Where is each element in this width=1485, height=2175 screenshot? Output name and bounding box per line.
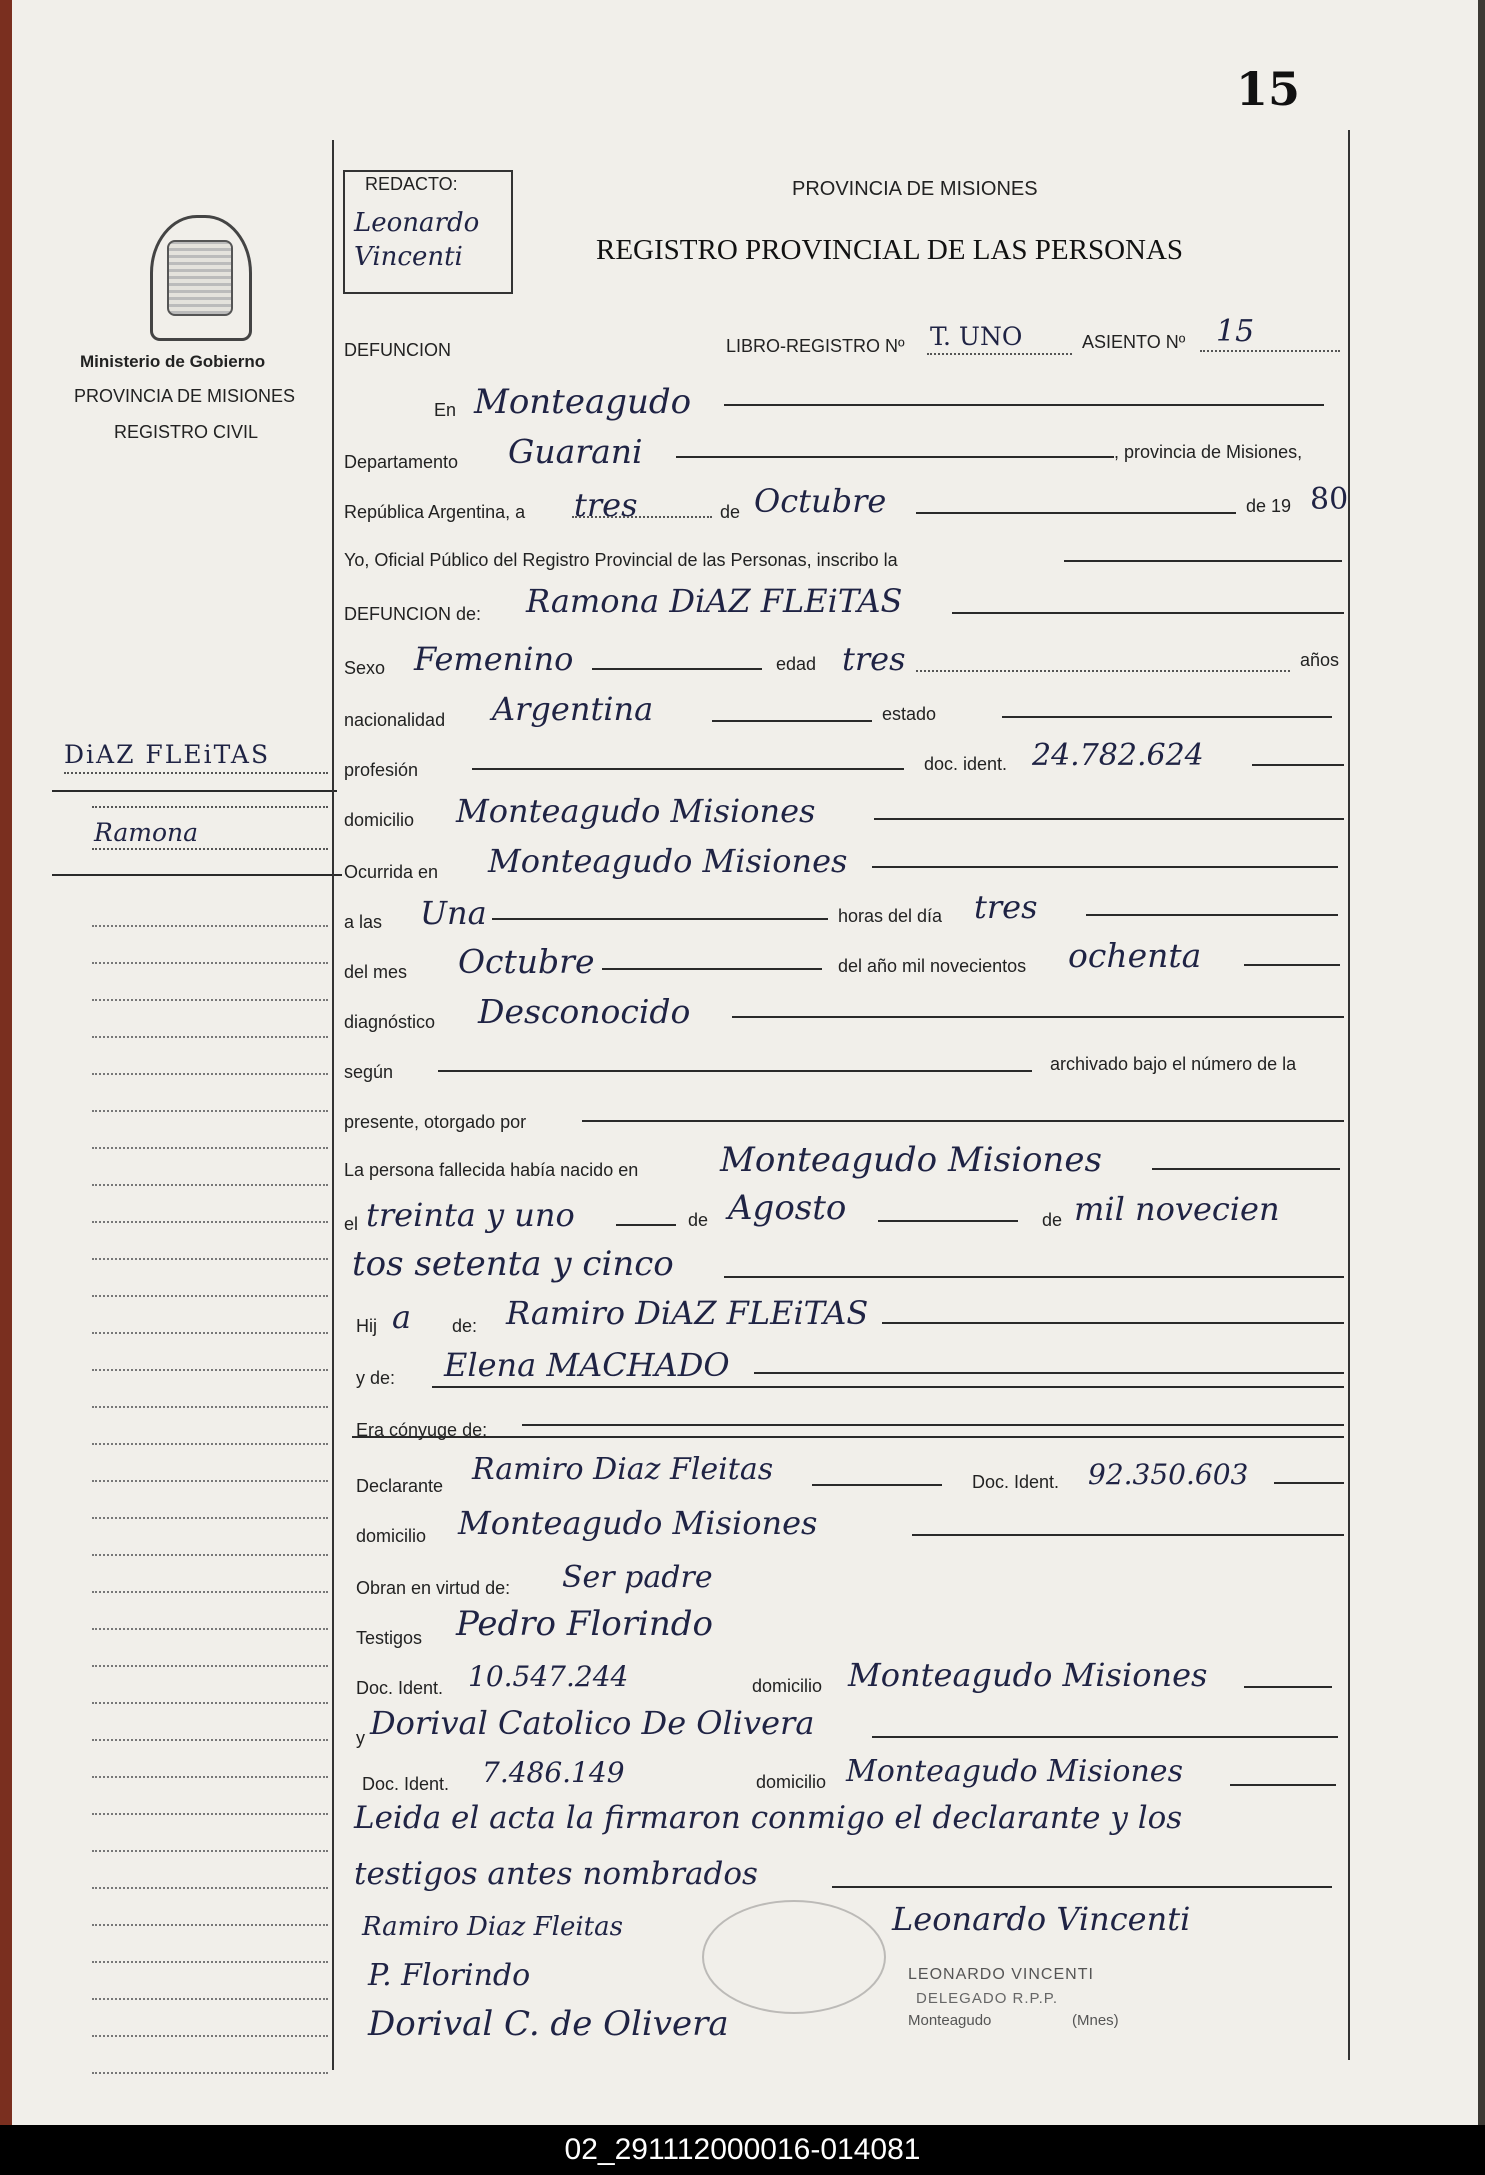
stamp-line-4: (Mnes): [1072, 2012, 1119, 2029]
nac-anio-1: mil novecien: [1074, 1190, 1280, 1228]
mes-value: Octubre: [754, 482, 887, 520]
header-province: PROVINCIA DE MISIONES: [792, 178, 1038, 200]
redacto-signature: Leonardo Vincenti: [354, 208, 480, 272]
conyuge-label: Era cónyuge de:: [356, 1420, 488, 1440]
libro-label: LIBRO-REGISTRO Nº: [726, 336, 905, 356]
delmes-label: del mes: [344, 962, 408, 982]
decl-dom-label: domicilio: [356, 1526, 427, 1546]
decl-doc-value: 92.350.603: [1088, 1458, 1249, 1491]
departamento-value: Guarani: [508, 432, 643, 471]
nac-dia-value: treinta y uno: [366, 1196, 575, 1234]
t1-doc-label: Doc. Ident.: [356, 1678, 444, 1698]
act-type: DEFUNCION: [344, 340, 451, 360]
nac-anio-2: tos setenta y cinco: [352, 1244, 674, 1284]
republica-label: República Argentina, a: [344, 502, 526, 522]
sidebar-registry: REGISTRO CIVIL: [114, 422, 259, 442]
nacionalidad-label: nacionalidad: [344, 710, 446, 730]
nacionalidad-value: Argentina: [492, 690, 654, 728]
diagnostico-value: Desconocido: [478, 992, 691, 1031]
register-page: [12, 0, 1478, 2125]
decl-doc-label: Doc. Ident.: [972, 1472, 1060, 1492]
nacido-label: La persona fallecida había nacido en: [344, 1160, 639, 1180]
domicilio-value: Monteagudo Misiones: [456, 792, 816, 830]
t1-dom-value: Monteagudo Misiones: [848, 1656, 1208, 1694]
edad-label: edad: [776, 654, 817, 674]
sidebar-surname: DiAZ FLEiTAS: [64, 740, 271, 769]
anio-mil-label: del año mil novecientos: [838, 956, 1027, 976]
signature-declarante: Ramiro Diaz Fleitas: [362, 1912, 623, 1942]
header-title: REGISTRO PROVINCIAL DE LAS PERSONAS: [596, 234, 1184, 266]
t1-doc-value: 10.547.244: [468, 1660, 629, 1693]
doc-value: 24.782.624: [1032, 738, 1204, 773]
provincia-suffix: , provincia de Misiones,: [1114, 442, 1303, 462]
declarante-label: Declarante: [356, 1476, 444, 1496]
stamp-line-3: Monteagudo: [908, 2012, 992, 2029]
testigos-label: Testigos: [356, 1628, 423, 1648]
de-label: de: [720, 502, 741, 522]
doc-label: doc. ident.: [924, 754, 1008, 774]
sexo-value: Femenino: [414, 640, 574, 678]
yde-label: y de:: [356, 1368, 396, 1388]
oficial-text: Yo, Oficial Público del Registro Provincial de las Personas, inscribo la: [344, 550, 898, 570]
diagnostico-label: diagnóstico: [344, 1012, 436, 1032]
en-value: Monteagudo: [474, 382, 692, 422]
horas-label: horas del día: [838, 906, 943, 926]
hij-suffix: a: [392, 1298, 412, 1336]
stamp-line-2: DELEGADO R.P.P.: [916, 1990, 1059, 2007]
nac-de2-label: de: [1042, 1210, 1063, 1230]
domicilio-label: domicilio: [344, 810, 415, 830]
hij-de-label: de:: [452, 1316, 478, 1336]
ocurrida-value: Monteagudo Misiones: [488, 842, 848, 880]
t2-dom-value: Monteagudo Misiones: [846, 1754, 1183, 1789]
page-number: 15: [1236, 62, 1301, 116]
estado-label: estado: [882, 704, 937, 724]
stamp-line-1: LEONARDO VINCENTI: [908, 1966, 1094, 1983]
nac-mes-value: Agosto: [728, 1188, 847, 1228]
sidebar-ministry: Ministerio de Gobierno: [80, 352, 266, 371]
y-label: y: [356, 1728, 365, 1748]
official-stamp-icon: [702, 1900, 886, 2014]
defuncion-value: Ramona DiAZ FLEiTAS: [526, 582, 903, 620]
sexo-label: Sexo: [344, 658, 386, 678]
hij-label: Hij: [356, 1316, 377, 1336]
t2-doc-value: 7.486.149: [482, 1756, 625, 1789]
segun-label: según: [344, 1062, 394, 1082]
t1-dom-label: domicilio: [752, 1676, 823, 1696]
padre-value: Ramiro DiAZ FLEiTAS: [506, 1294, 869, 1332]
t2-doc-label: Doc. Ident.: [362, 1774, 450, 1794]
provincial-seal-icon: [150, 215, 252, 341]
declarante-value: Ramiro Diaz Fleitas: [472, 1452, 774, 1487]
departamento-label: Departamento: [344, 452, 459, 472]
obran-label: Obran en virtud de:: [356, 1578, 511, 1598]
signature-oficial: Leonardo Vincenti: [892, 1900, 1191, 1938]
signature-testigo1: P. Florindo: [368, 1958, 531, 1993]
archivado-label: archivado bajo el número de la: [1050, 1054, 1297, 1074]
alas-label: a las: [344, 912, 383, 932]
nacido-value: Monteagudo Misiones: [720, 1140, 1102, 1180]
horas-dia-value: tres: [974, 888, 1038, 926]
nac-de-label: de: [688, 1210, 709, 1230]
sidebar-given-name: Ramona: [94, 818, 199, 847]
edad-value: tres: [842, 640, 906, 678]
obran-value: Ser padre: [562, 1560, 713, 1595]
en-label: En: [434, 400, 457, 420]
madre-value: Elena MACHADO: [444, 1346, 730, 1384]
anio-mil-value: ochenta: [1068, 936, 1202, 975]
testigo1-value: Pedro Florindo: [456, 1604, 713, 1644]
image-caption: 02_291112000016-014081: [0, 2125, 1485, 2175]
asiento-label: ASIENTO Nº: [1082, 332, 1186, 352]
asiento-value: 15: [1216, 314, 1255, 349]
testigo2-value: Dorival Catolico De Olivera: [370, 1704, 815, 1742]
dia-value: tres: [574, 486, 638, 524]
signature-testigo2: Dorival C. de Olivera: [368, 2004, 729, 2044]
defuncion-label: DEFUNCION de:: [344, 604, 482, 624]
leida-line-1: Leida el acta la firmaron conmigo el declarante y los: [354, 1800, 1183, 1836]
anos-label: años: [1300, 650, 1340, 670]
redacto-label: REDACTO:: [365, 174, 458, 194]
libro-value: T. UNO: [930, 322, 1023, 351]
anio-label: de 19: [1246, 496, 1292, 516]
presente-label: presente, otorgado por: [344, 1112, 527, 1132]
leida-line-2: testigos antes nombrados: [354, 1856, 758, 1892]
profesion-label: profesión: [344, 760, 419, 780]
el-label: el: [344, 1214, 359, 1234]
sidebar-province: PROVINCIA DE MISIONES: [74, 386, 296, 406]
t2-dom-label: domicilio: [756, 1772, 827, 1792]
ocurrida-label: Ocurrida en: [344, 862, 439, 882]
anio-value: 80: [1310, 482, 1349, 517]
decl-dom-value: Monteagudo Misiones: [458, 1504, 818, 1542]
delmes-value: Octubre: [458, 942, 595, 981]
hora-value: Una: [420, 894, 487, 932]
